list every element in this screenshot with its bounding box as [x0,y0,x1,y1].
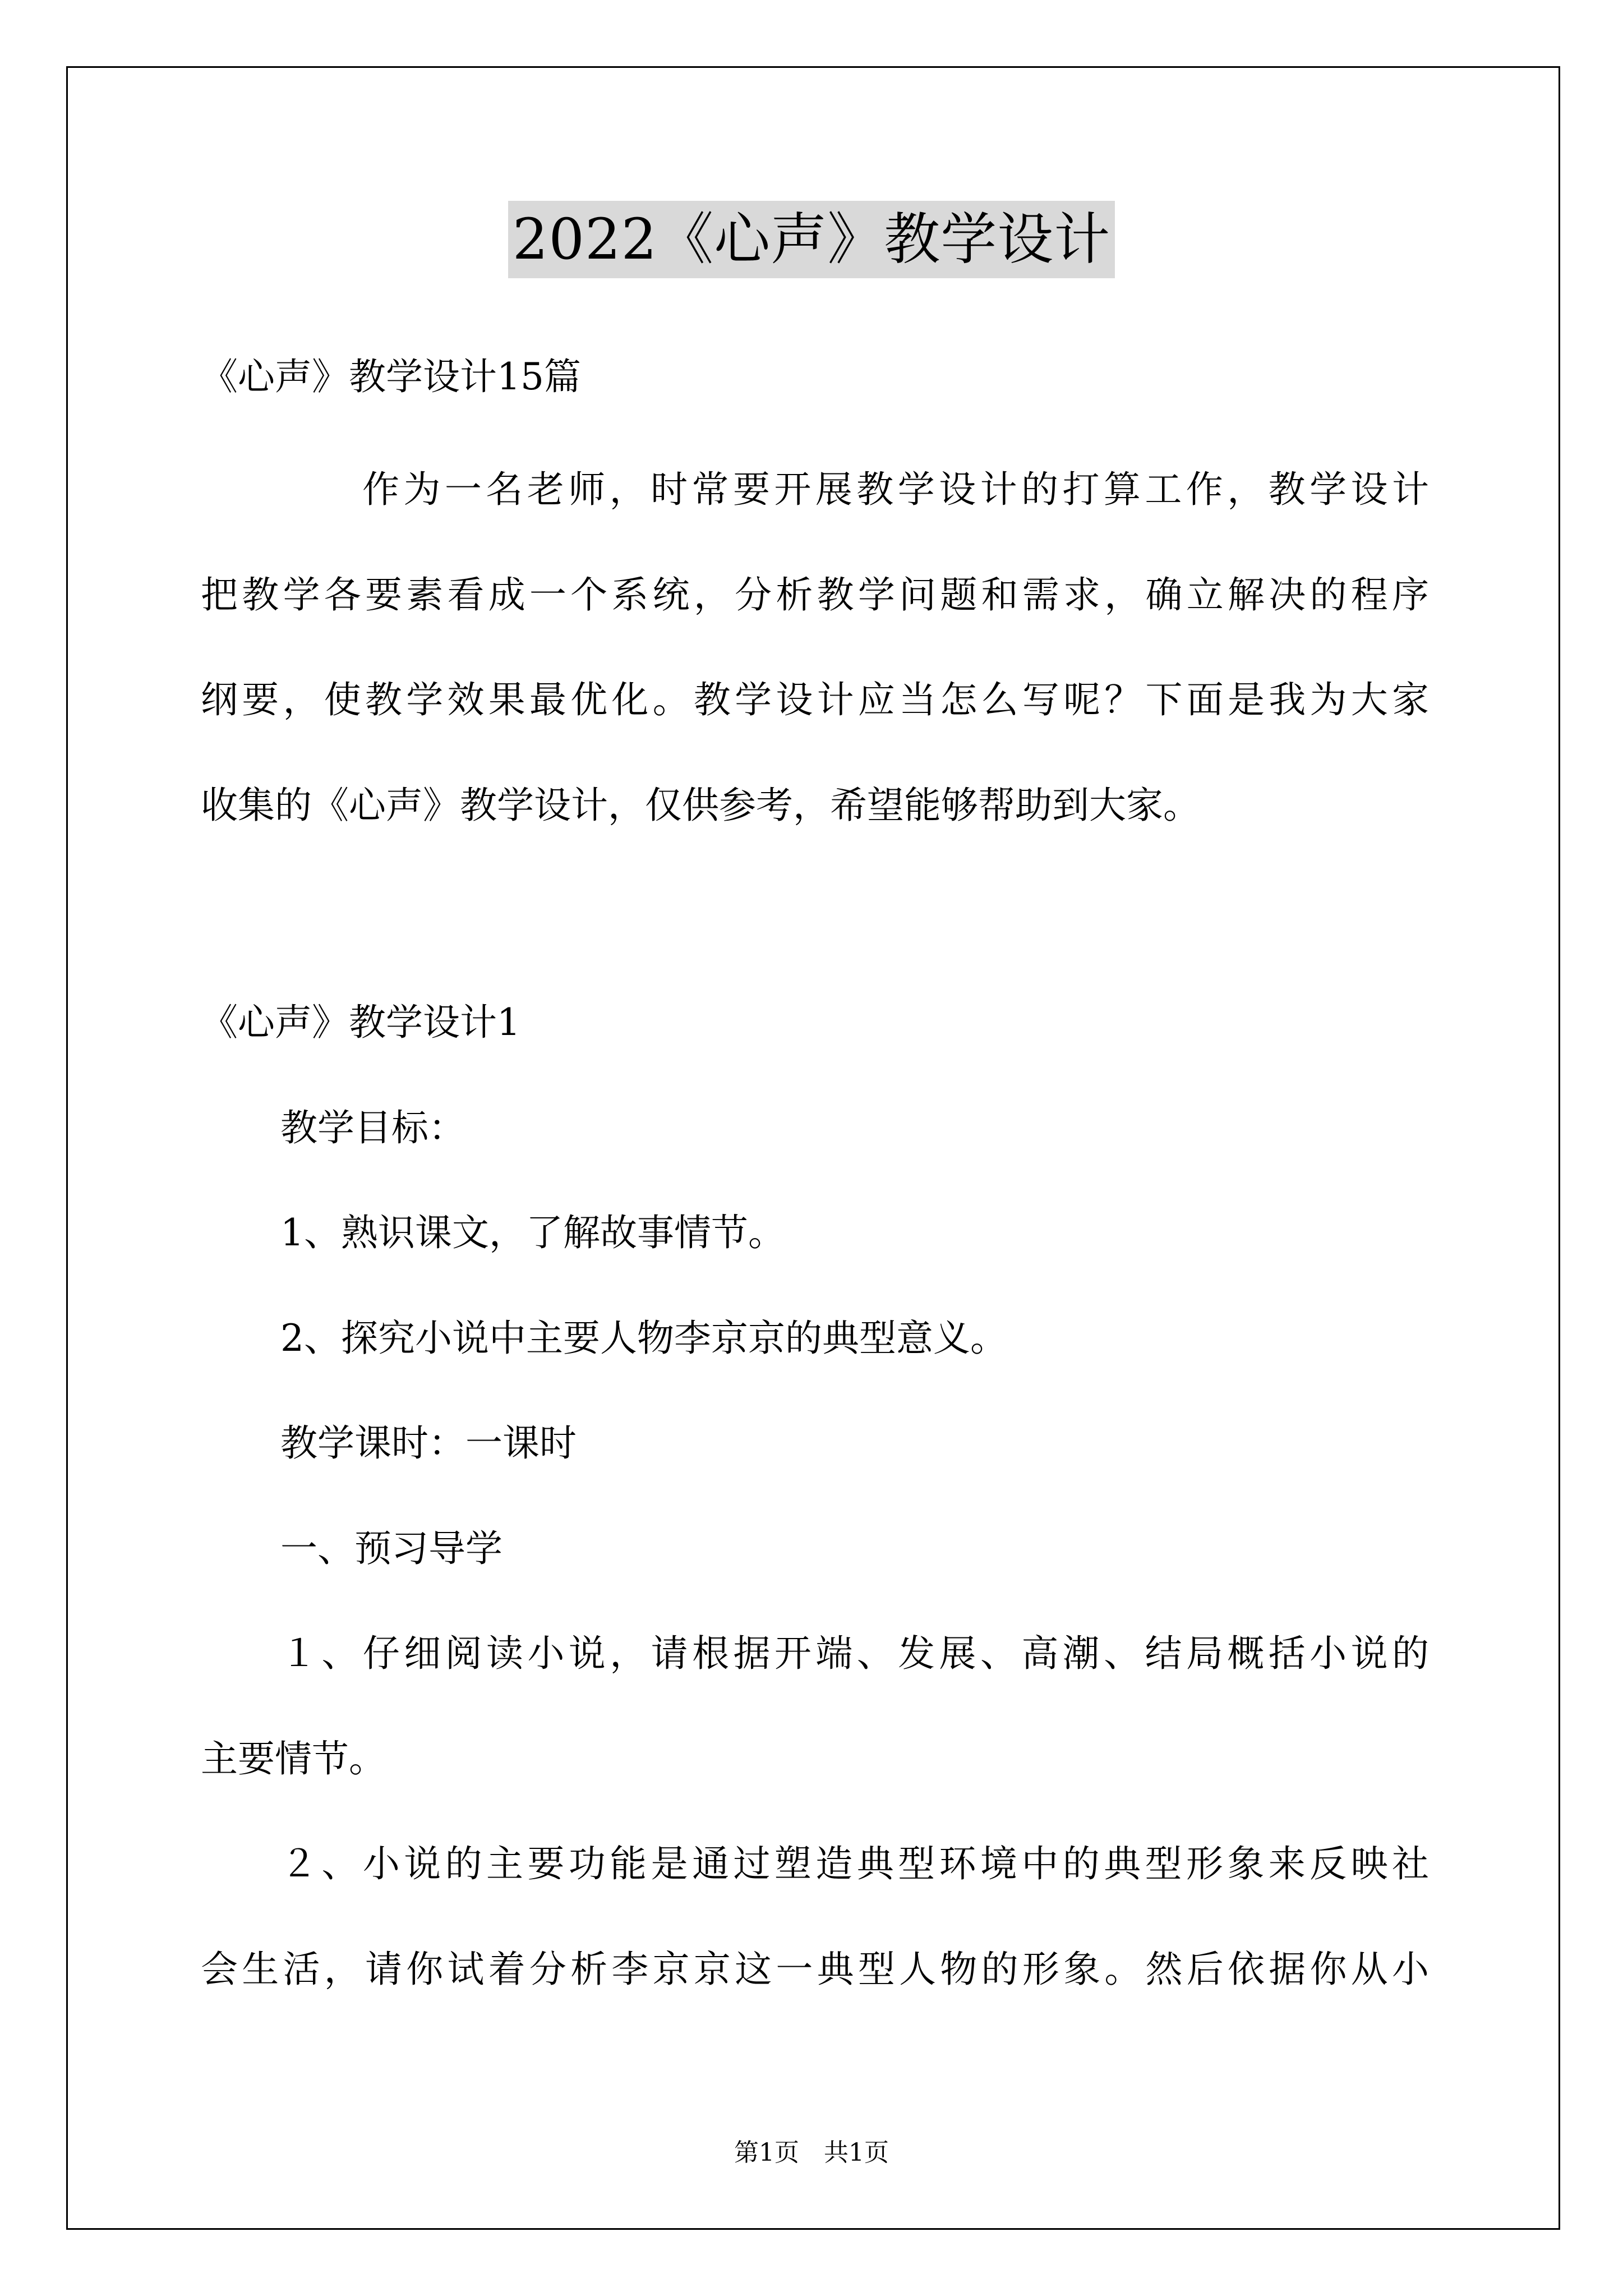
item-1-line-1: １、仔细阅读小说，请根据开端、发展、高潮、结局概括小说的 [280,1632,1429,1675]
intro-line-1: 作为一名老师，时常要开展教学设计的打算工作，教学设计 [362,468,1429,511]
section-heading: 《心声》教学设计1 [201,1001,520,1044]
document-title: 2022《心声》教学设计 [508,201,1115,278]
goal-1: 1、熟识课文，了解故事情节。 [280,1211,785,1254]
goals-heading: 教学目标： [280,1106,465,1149]
intro-line-4: 收集的《心声》教学设计，仅供参考，希望能够帮助到大家。 [201,784,1200,827]
intro-line-2: 把教学各要素看成一个系统，分析教学问题和需求，确立解决的程序 [201,573,1429,616]
intro-line-3: 纲要，使教学效果最优化。教学设计应当怎么写呢？下面是我为大家 [201,678,1429,721]
item-2-line-1: ２、小说的主要功能是通过塑造典型环境中的典型形象来反映社 [280,1842,1429,1885]
item-1-line-2: 主要情节。 [201,1737,386,1780]
document-subtitle: 《心声》教学设计15篇 [201,355,581,398]
goal-2: 2、探究小说中主要人物李京京的典型意义。 [280,1317,1007,1360]
page-footer: 第1页 共1页 [734,2138,889,2167]
class-hours: 教学课时：一课时 [280,1421,577,1465]
item-2-line-2: 会生活，请你试着分析李京京这一典型人物的形象。然后依据你从小 [201,1948,1429,1991]
part-1-heading: 一、预习导学 [280,1527,502,1570]
title-container [0,201,1623,278]
